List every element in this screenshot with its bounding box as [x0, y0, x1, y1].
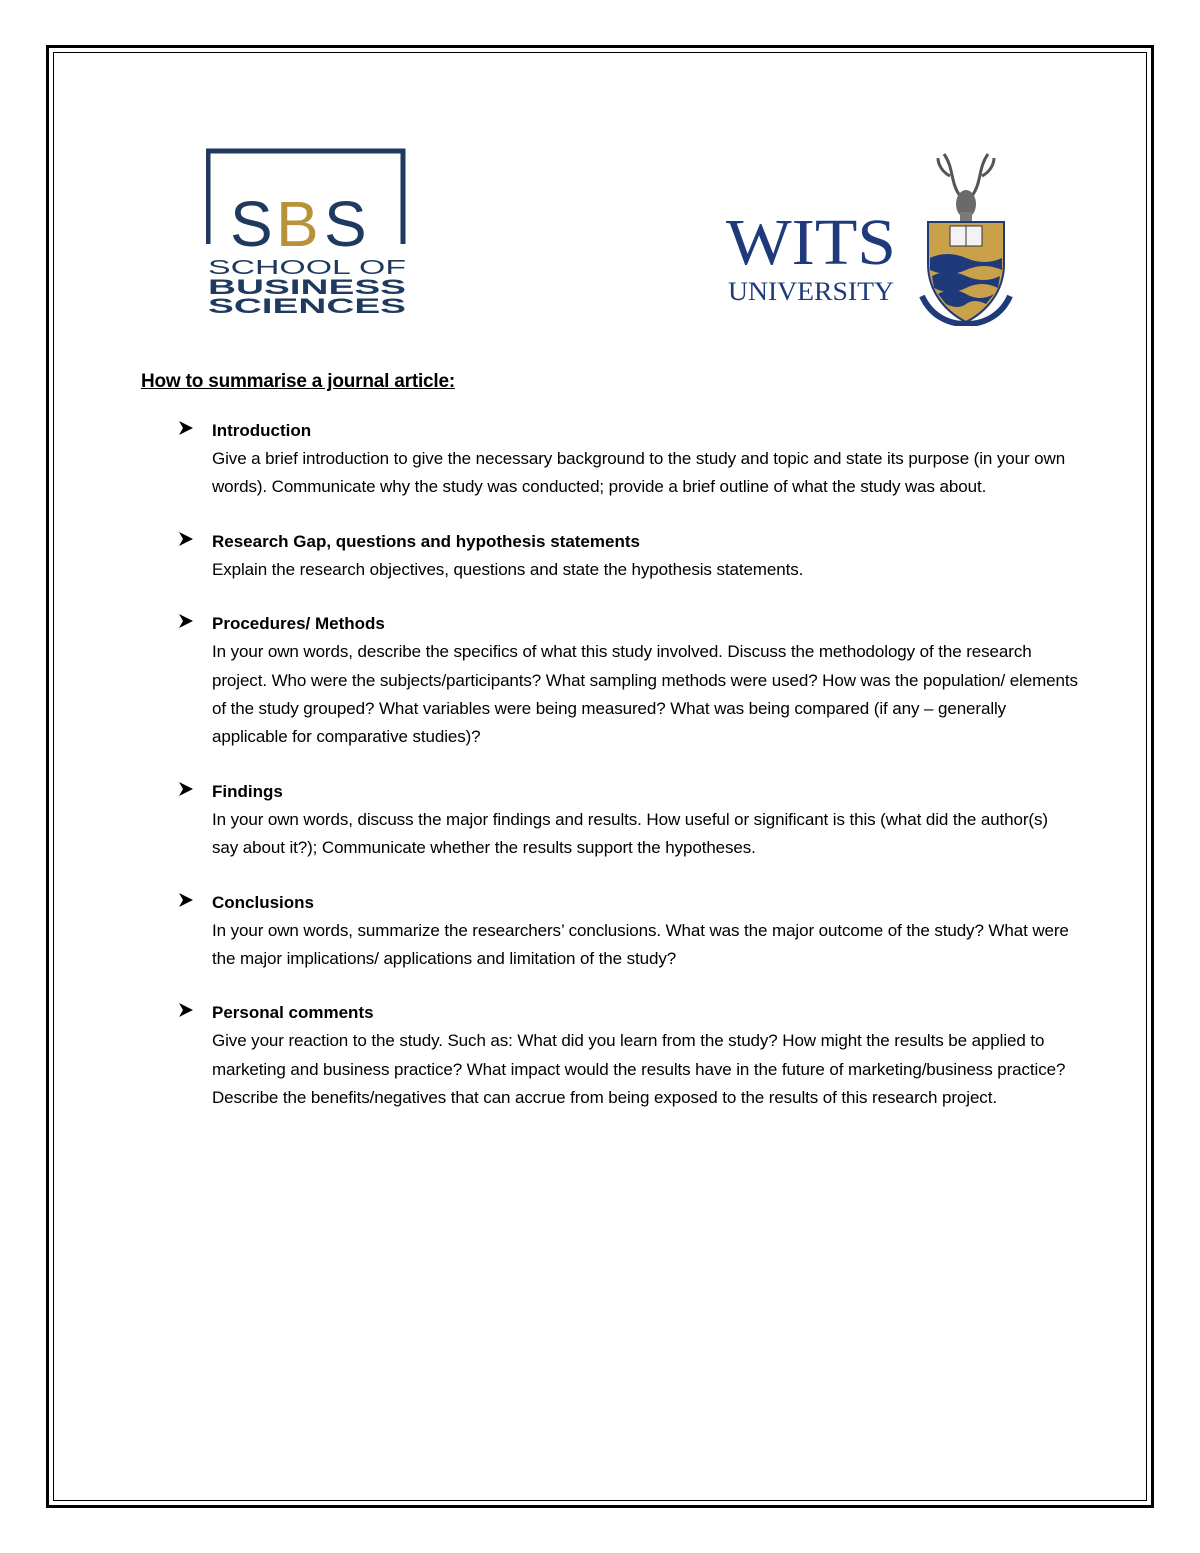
section-body: In your own words, discuss the major findings and results. How useful or significant is this (what did the author(s) say about it?); Communicate whether the results support the hypotheses. [212, 809, 1048, 858]
sbs-logo-line3: SCIENCES [208, 295, 406, 316]
section-research-gap [178, 528, 1078, 584]
section-heading: Research Gap, questions and hypothesis statements [212, 531, 640, 551]
section-heading: Personal comments [212, 1003, 374, 1023]
wits-logo [724, 146, 1016, 326]
arrowhead-bullet-icon [178, 892, 194, 908]
arrowhead-bullet-icon [178, 420, 194, 436]
section-body: Give a brief introduction to give the necessary background to the study and topic and state its purpose (in your own words). Communicate why the study was conducted; provide a brief outline of what the study was about. [212, 449, 1066, 497]
section-heading: Findings [212, 781, 283, 801]
sbs-logo-mark-s2: S [324, 188, 367, 260]
arrowhead-bullet-icon [178, 781, 194, 797]
section-body: Give your reaction to the study. Such as: What did you learn from the study? How might the results be applied to marketing and business practice? What impact would the results have in the future of marketing/business practice? Describe the benefits/negatives that can accrue from being exposed to the results of this research project. [212, 1031, 1066, 1108]
arrowhead-bullet-icon [178, 531, 194, 547]
section-personal-comments [178, 999, 1078, 1112]
section-list [178, 417, 1078, 1139]
sbs-logo-line2: BUSINESS [208, 276, 406, 299]
wits-logo-subtitle: UNIVERSITY [728, 277, 895, 306]
section-introduction [178, 417, 1078, 502]
sbs-logo-line1: SCHOOL OF [208, 257, 406, 279]
sbs-logo-mark-s1: S [230, 188, 275, 260]
page-title: How to summarise a journal article: [141, 371, 455, 392]
section-procedures-methods [178, 610, 1078, 752]
wits-logo-name: WITS [726, 206, 896, 279]
section-body: In your own words, describe the specifics of what this study involved. Discuss the methodology of the research project. Who were the subjects/participants? What sampling methods were used? How was the population/ elements of the study grouped? What variables were being measured? What was being compared (if any – generally applicable for comparative studies)? [212, 642, 1078, 747]
sbs-logo [206, 148, 408, 316]
arrowhead-bullet-icon [178, 1002, 194, 1018]
section-conclusions [178, 889, 1078, 974]
arrowhead-bullet-icon [178, 613, 194, 629]
sbs-logo-mark-b: B [276, 188, 319, 260]
section-heading: Introduction [212, 421, 312, 440]
section-findings [178, 778, 1078, 863]
section-heading: Conclusions [212, 892, 315, 912]
section-heading: Procedures/ Methods [212, 614, 385, 634]
section-body: Explain the research objectives, questions and state the hypothesis statements. [212, 559, 804, 579]
section-body: In your own words, summarize the researchers’ conclusions. What was the major outcome of the study? What were the major implications/ applications and limitation of the study? [212, 920, 1069, 969]
wits-crest-icon [922, 154, 1010, 324]
